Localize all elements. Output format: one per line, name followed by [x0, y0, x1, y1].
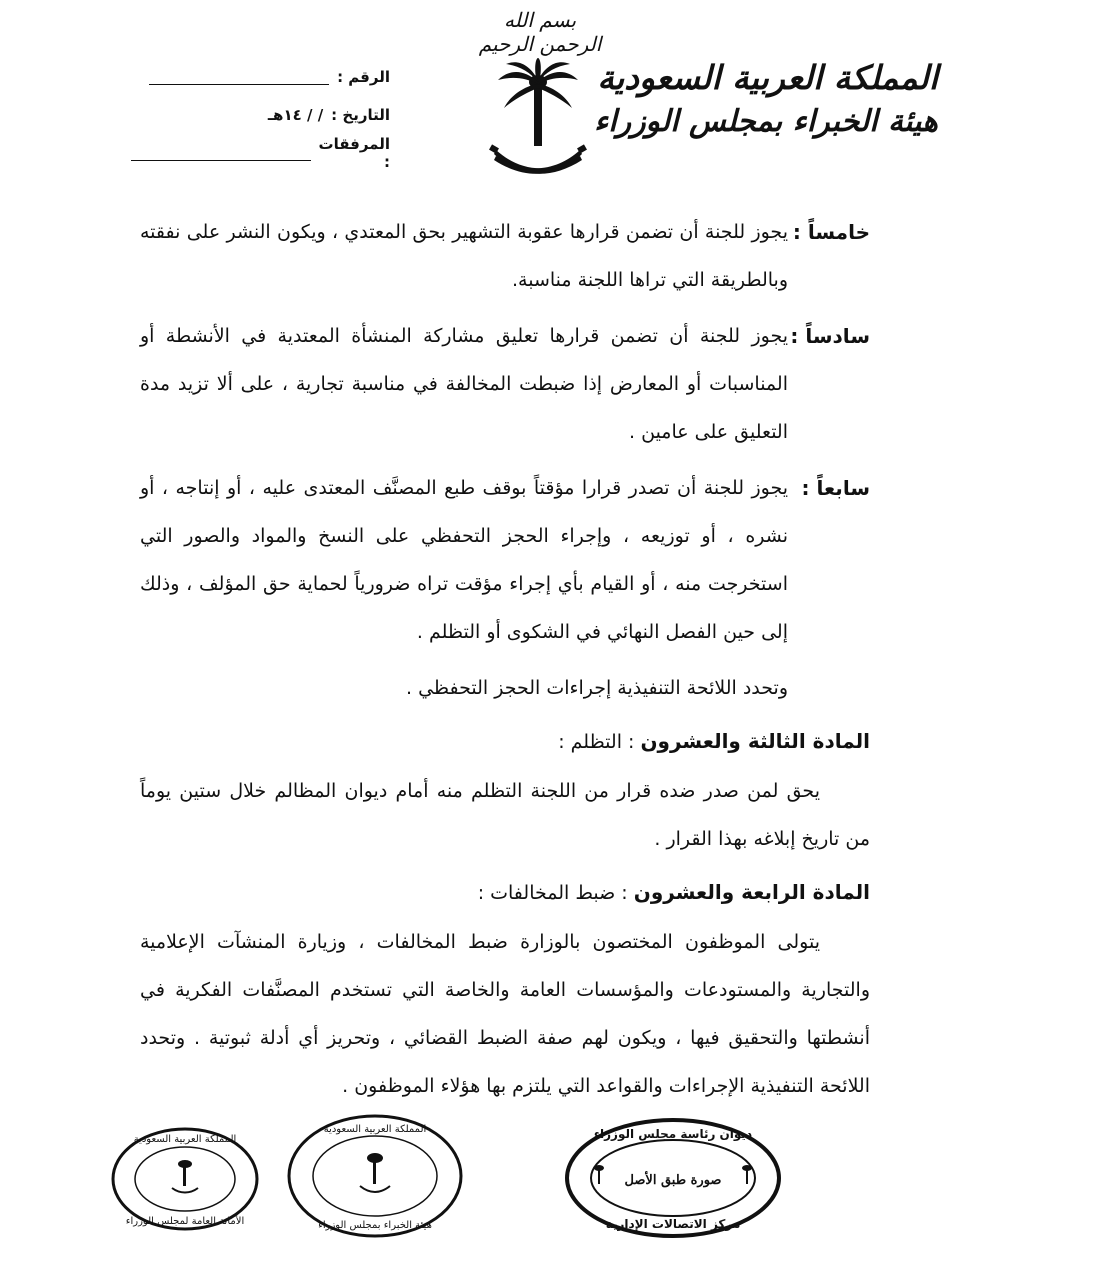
item-fifth	[140, 208, 870, 304]
date-row	[140, 96, 390, 134]
article-title: المادة الرابعة والعشرون	[633, 880, 870, 904]
stamp-top-text: المملكة العربية السعودية	[133, 1134, 237, 1145]
organization-heading	[594, 55, 938, 143]
article-23-heading	[140, 716, 870, 767]
stamp-experts-commission	[286, 1112, 464, 1240]
article-subject: : ضبط المخالفات :	[477, 882, 628, 904]
article-title: المادة الثالثة والعشرون	[640, 729, 870, 753]
stamp-bottom-text: هيئة الخبراء بمجلس الوزراء	[318, 1220, 432, 1231]
item-seventh	[140, 464, 870, 656]
attachments-row	[140, 134, 390, 172]
item-text: يجوز للجنة أن تضمن قرارها تعليق مشاركة المنشأة المعتدية في الأنشطة أو المناسبات أو المعارض إذا ضبطت المخالفة في مناسبة تجارية ، على ألا تزيد مدة التعليق على عامين .	[140, 325, 788, 443]
attachments-label: المرفقات :	[318, 135, 390, 171]
stamp-center-text: صورة طبق الأصل	[624, 1173, 722, 1188]
item-label: سابعاً :	[801, 476, 870, 500]
date-label: التاريخ :	[331, 106, 390, 124]
article-24-text: يتولى الموظفون المختصون بالوزارة ضبط المخالفات ، وزيارة المنشآت الإعلامية والتجارية والمستودعات والمؤسسات العامة والخاصة التي تستخدم المصنَّفات الفكرية في أنشطتها والتحقيق فيها ، ويكون لهم صفة الضبط القضائي ، وتحريز أي أدلة ثبوتية . وتحدد اللائحة التنفيذية الإجراءات والقواعد التي يلتزم بها هؤلاء الموظفون .	[140, 931, 870, 1097]
attachments-line	[131, 146, 311, 161]
stamp-bottom-text: مركز الاتصالات الإدارية	[605, 1217, 741, 1231]
article-23-text: يحق لمن صدر ضده قرار من اللجنة التظلم منه أمام ديوان المظالم خلال ستين يوماً من تاريخ إبلاغه بهذا القرار .	[140, 780, 870, 850]
official-stamps	[110, 1112, 820, 1242]
item-text: يجوز للجنة أن تصدر قرارا مؤقتاً بوقف طبع المصنَّف المعتدى عليه ، أو إنتاجه ، أو نشره ، أو توزيعه ، وإجراء الحجز التحفظي على النسخ والمواد والصور التي استخرجت منه ، أو القيام بأي إجراء مؤقت تراه ضرورياً لحماية حق المؤلف ، وذلك إلى حين الفصل النهائي في الشكوى أو التظلم .	[140, 477, 788, 643]
item-label: خامساً :	[792, 220, 870, 244]
number-row	[140, 58, 390, 96]
document-body	[140, 208, 870, 1110]
saudi-emblem-icon	[488, 58, 588, 188]
article-subject: : التظلم :	[558, 731, 635, 753]
item-text: يجوز للجنة أن تضمن قرارها عقوبة التشهير بحق المعتدي ، ويكون النشر على نفقته وبالطريقة التي تراها اللجنة مناسبة.	[140, 221, 788, 291]
date-value: / / ١٤هـ	[267, 106, 324, 124]
stamp-top-text: المملكة العربية السعودية	[323, 1124, 427, 1135]
org-line-1: المملكة العربية السعودية	[597, 58, 938, 97]
item-sixth	[140, 312, 870, 456]
number-label: الرقم :	[337, 68, 390, 86]
stamp-general-secretariat	[110, 1126, 260, 1232]
org-line-2: هيئة الخبراء بمجلس الوزراء	[594, 104, 938, 139]
item-label: سادساً :	[790, 324, 870, 348]
item-seventh-followup: وتحدد اللائحة التنفيذية إجراءات الحجز التحفظي .	[406, 677, 788, 699]
letter-meta	[140, 58, 390, 172]
stamp-top-text: ديوان رئاسة مجلس الوزراء	[593, 1127, 753, 1141]
number-line	[149, 70, 329, 85]
stamp-true-copy	[564, 1116, 782, 1240]
stamp-bottom-text: الأمانة العامة لمجلس الوزراء	[125, 1216, 245, 1227]
article-24-heading	[140, 867, 870, 918]
basmala: بسم الله الرحمن الرحيم	[478, 8, 602, 56]
